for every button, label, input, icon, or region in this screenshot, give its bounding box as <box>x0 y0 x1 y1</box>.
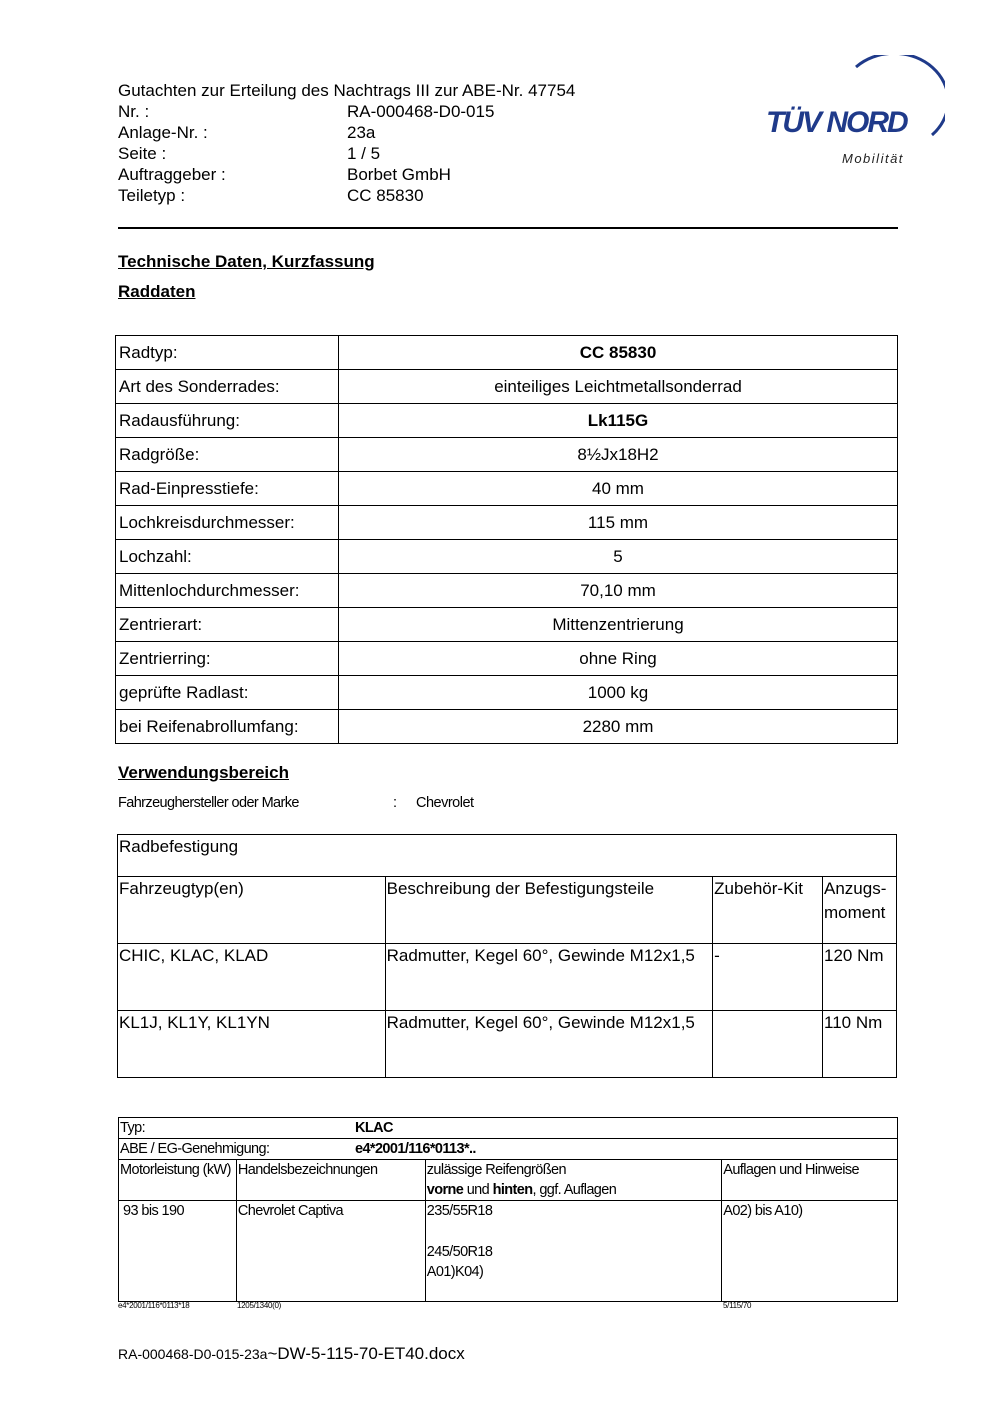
document-title: Gutachten zur Erteilung des Nachtrags III zur ABE-Nr. 47754 <box>118 81 576 100</box>
mounting-cell: 110 Nm <box>823 1011 897 1078</box>
table-row <box>118 944 897 1011</box>
wheel-label: Radgröße: <box>116 438 339 472</box>
table-row <box>119 1160 898 1201</box>
maker-colon: : <box>393 795 398 811</box>
wheel-label: Lochzahl: <box>116 540 339 574</box>
mounting-cell: KL1J, KL1Y, KL1YN <box>118 1011 386 1078</box>
table-row <box>119 1118 898 1139</box>
table-row <box>116 710 898 744</box>
section-subtitle: Raddaten <box>118 282 196 301</box>
header-label-anlage: Anlage-Nr. : <box>118 123 208 142</box>
abe-value: e4*2001/116*0113*.. <box>355 1141 476 1157</box>
tyre-size-2: 245/50R18 <box>426 1244 493 1260</box>
footer-file: ~DW-5-115-70-ET40.docx <box>267 1344 465 1363</box>
table-row <box>116 574 898 608</box>
wheel-label: Rad-Einpresstiefe: <box>116 472 339 506</box>
wheel-value: ohne Ring <box>339 642 898 676</box>
col-tyres-und: und <box>466 1182 490 1198</box>
tyres-cell <box>425 1201 721 1302</box>
col-tyres-front: vorne <box>426 1182 464 1198</box>
mounting-cell: 120 Nm <box>823 944 897 1011</box>
abe-row <box>119 1139 898 1160</box>
table-row <box>116 472 898 506</box>
wheel-data-table <box>115 335 898 744</box>
table-row <box>118 877 897 944</box>
wheel-label: Zentrierring: <box>116 642 339 676</box>
wheel-label: geprüfte Radlast: <box>116 676 339 710</box>
table-row <box>116 404 898 438</box>
table-row <box>116 642 898 676</box>
power-value: 93 bis 190 <box>119 1201 237 1302</box>
wheel-value: 5 <box>339 540 898 574</box>
wheel-value: 2280 mm <box>339 710 898 744</box>
tuv-nord-logo <box>760 55 945 175</box>
col-tyres-title: zulässige Reifengrößen <box>426 1162 566 1178</box>
col-tyres-rest: , ggf. Auflagen <box>532 1182 617 1198</box>
table-row <box>116 608 898 642</box>
typ-row <box>119 1118 898 1139</box>
wheel-value: 1000 kg <box>339 676 898 710</box>
approval-code-small: e4*2001/116*0113*18 <box>118 1301 190 1310</box>
col-tyres-header <box>425 1160 721 1201</box>
mounting-header: Beschreibung der Befestigungsteile <box>385 877 712 944</box>
wheel-label: Radtyp: <box>116 336 339 370</box>
col-notes-header: Auflagen und Hinweise <box>722 1160 898 1201</box>
typ-value: KLAC <box>355 1120 393 1136</box>
mounting-header: Fahrzeugtyp(en) <box>118 877 386 944</box>
col-tyres-rear: hinten <box>492 1182 533 1198</box>
footer-prefix: RA-000468-D0-015-23a <box>118 1346 268 1362</box>
typ-label: Typ: <box>120 1120 145 1136</box>
mounting-table <box>117 834 897 1078</box>
table-row <box>116 506 898 540</box>
weight-code-small: 1205/1340(0) <box>237 1301 281 1310</box>
wheel-label: Zentrierart: <box>116 608 339 642</box>
header-value-teiletyp: CC 85830 <box>347 186 424 205</box>
abe-label: ABE / EG-Genehmigung: <box>120 1141 270 1157</box>
wheel-value: 70,10 mm <box>339 574 898 608</box>
mounting-header: Zubehör-Kit <box>713 877 823 944</box>
mounting-cell: - <box>713 944 823 1011</box>
table-row <box>116 438 898 472</box>
table-row <box>118 1011 897 1078</box>
vehicle-type-table <box>118 1117 898 1302</box>
wheel-value: 8½Jx18H2 <box>339 438 898 472</box>
section-title: Technische Daten, Kurzfassung <box>118 252 375 271</box>
header-label-nr: Nr. : <box>118 102 150 121</box>
usage-title: Verwendungsbereich <box>118 763 289 782</box>
header-value-auftraggeber: Borbet GmbH <box>347 165 451 184</box>
wheel-value: Lk115G <box>339 404 898 438</box>
table-row <box>116 370 898 404</box>
maker-label: Fahrzeughersteller oder Marke <box>118 795 299 811</box>
trade-value: Chevrolet Captiva <box>236 1201 425 1302</box>
mounting-header: Anzugs-moment <box>823 877 897 944</box>
table-row <box>118 835 897 877</box>
mounting-cell <box>713 1011 823 1078</box>
mounting-cell: Radmutter, Kegel 60°, Gewinde M12x1,5 <box>385 944 712 1011</box>
header-value-seite: 1 / 5 <box>347 144 381 163</box>
wheel-value: 40 mm <box>339 472 898 506</box>
footer-filename <box>118 1344 465 1364</box>
table-row <box>119 1201 898 1302</box>
mounting-cell: Radmutter, Kegel 60°, Gewinde M12x1,5 <box>385 1011 712 1078</box>
wheel-label: Mittenlochdurchmesser: <box>116 574 339 608</box>
wheel-value: CC 85830 <box>339 336 898 370</box>
table-row <box>119 1139 898 1160</box>
wheel-label: bei Reifenabrollumfang: <box>116 710 339 744</box>
mounting-cell: CHIC, KLAC, KLAD <box>118 944 386 1011</box>
wheel-label: Lochkreisdurchmesser: <box>116 506 339 540</box>
bolt-code-small: 5/115/70 <box>723 1301 752 1310</box>
logo-subtitle: Mobilität <box>842 151 904 166</box>
table-row <box>116 336 898 370</box>
table-row <box>116 540 898 574</box>
wheel-value: Mittenzentrierung <box>339 608 898 642</box>
notes-value: A02) bis A10) <box>722 1201 898 1302</box>
mounting-caption: Radbefestigung <box>118 835 897 877</box>
table-row <box>116 676 898 710</box>
tyre-size-2-note: A01)K04) <box>426 1264 484 1280</box>
header-value-nr: RA-000468-D0-015 <box>347 102 495 121</box>
header-label-seite: Seite : <box>118 144 167 163</box>
header-value-anlage: 23a <box>347 123 376 142</box>
wheel-value: einteiliges Leichtmetallsonderrad <box>339 370 898 404</box>
wheel-value: 115 mm <box>339 506 898 540</box>
header-divider <box>118 227 898 229</box>
header-label-teiletyp: Teiletyp : <box>118 186 186 205</box>
tyre-size-1: 235/55R18 <box>426 1203 493 1219</box>
header-label-auftraggeber: Auftraggeber : <box>118 165 226 184</box>
wheel-label: Art des Sonderrades: <box>116 370 339 404</box>
wheel-label: Radausführung: <box>116 404 339 438</box>
col-power-header: Motorleistung (kW) <box>119 1160 237 1201</box>
col-trade-header: Handelsbezeichnungen <box>236 1160 425 1201</box>
maker-value: Chevrolet <box>416 795 474 811</box>
logo-brand: TÜV NORD <box>766 106 907 139</box>
